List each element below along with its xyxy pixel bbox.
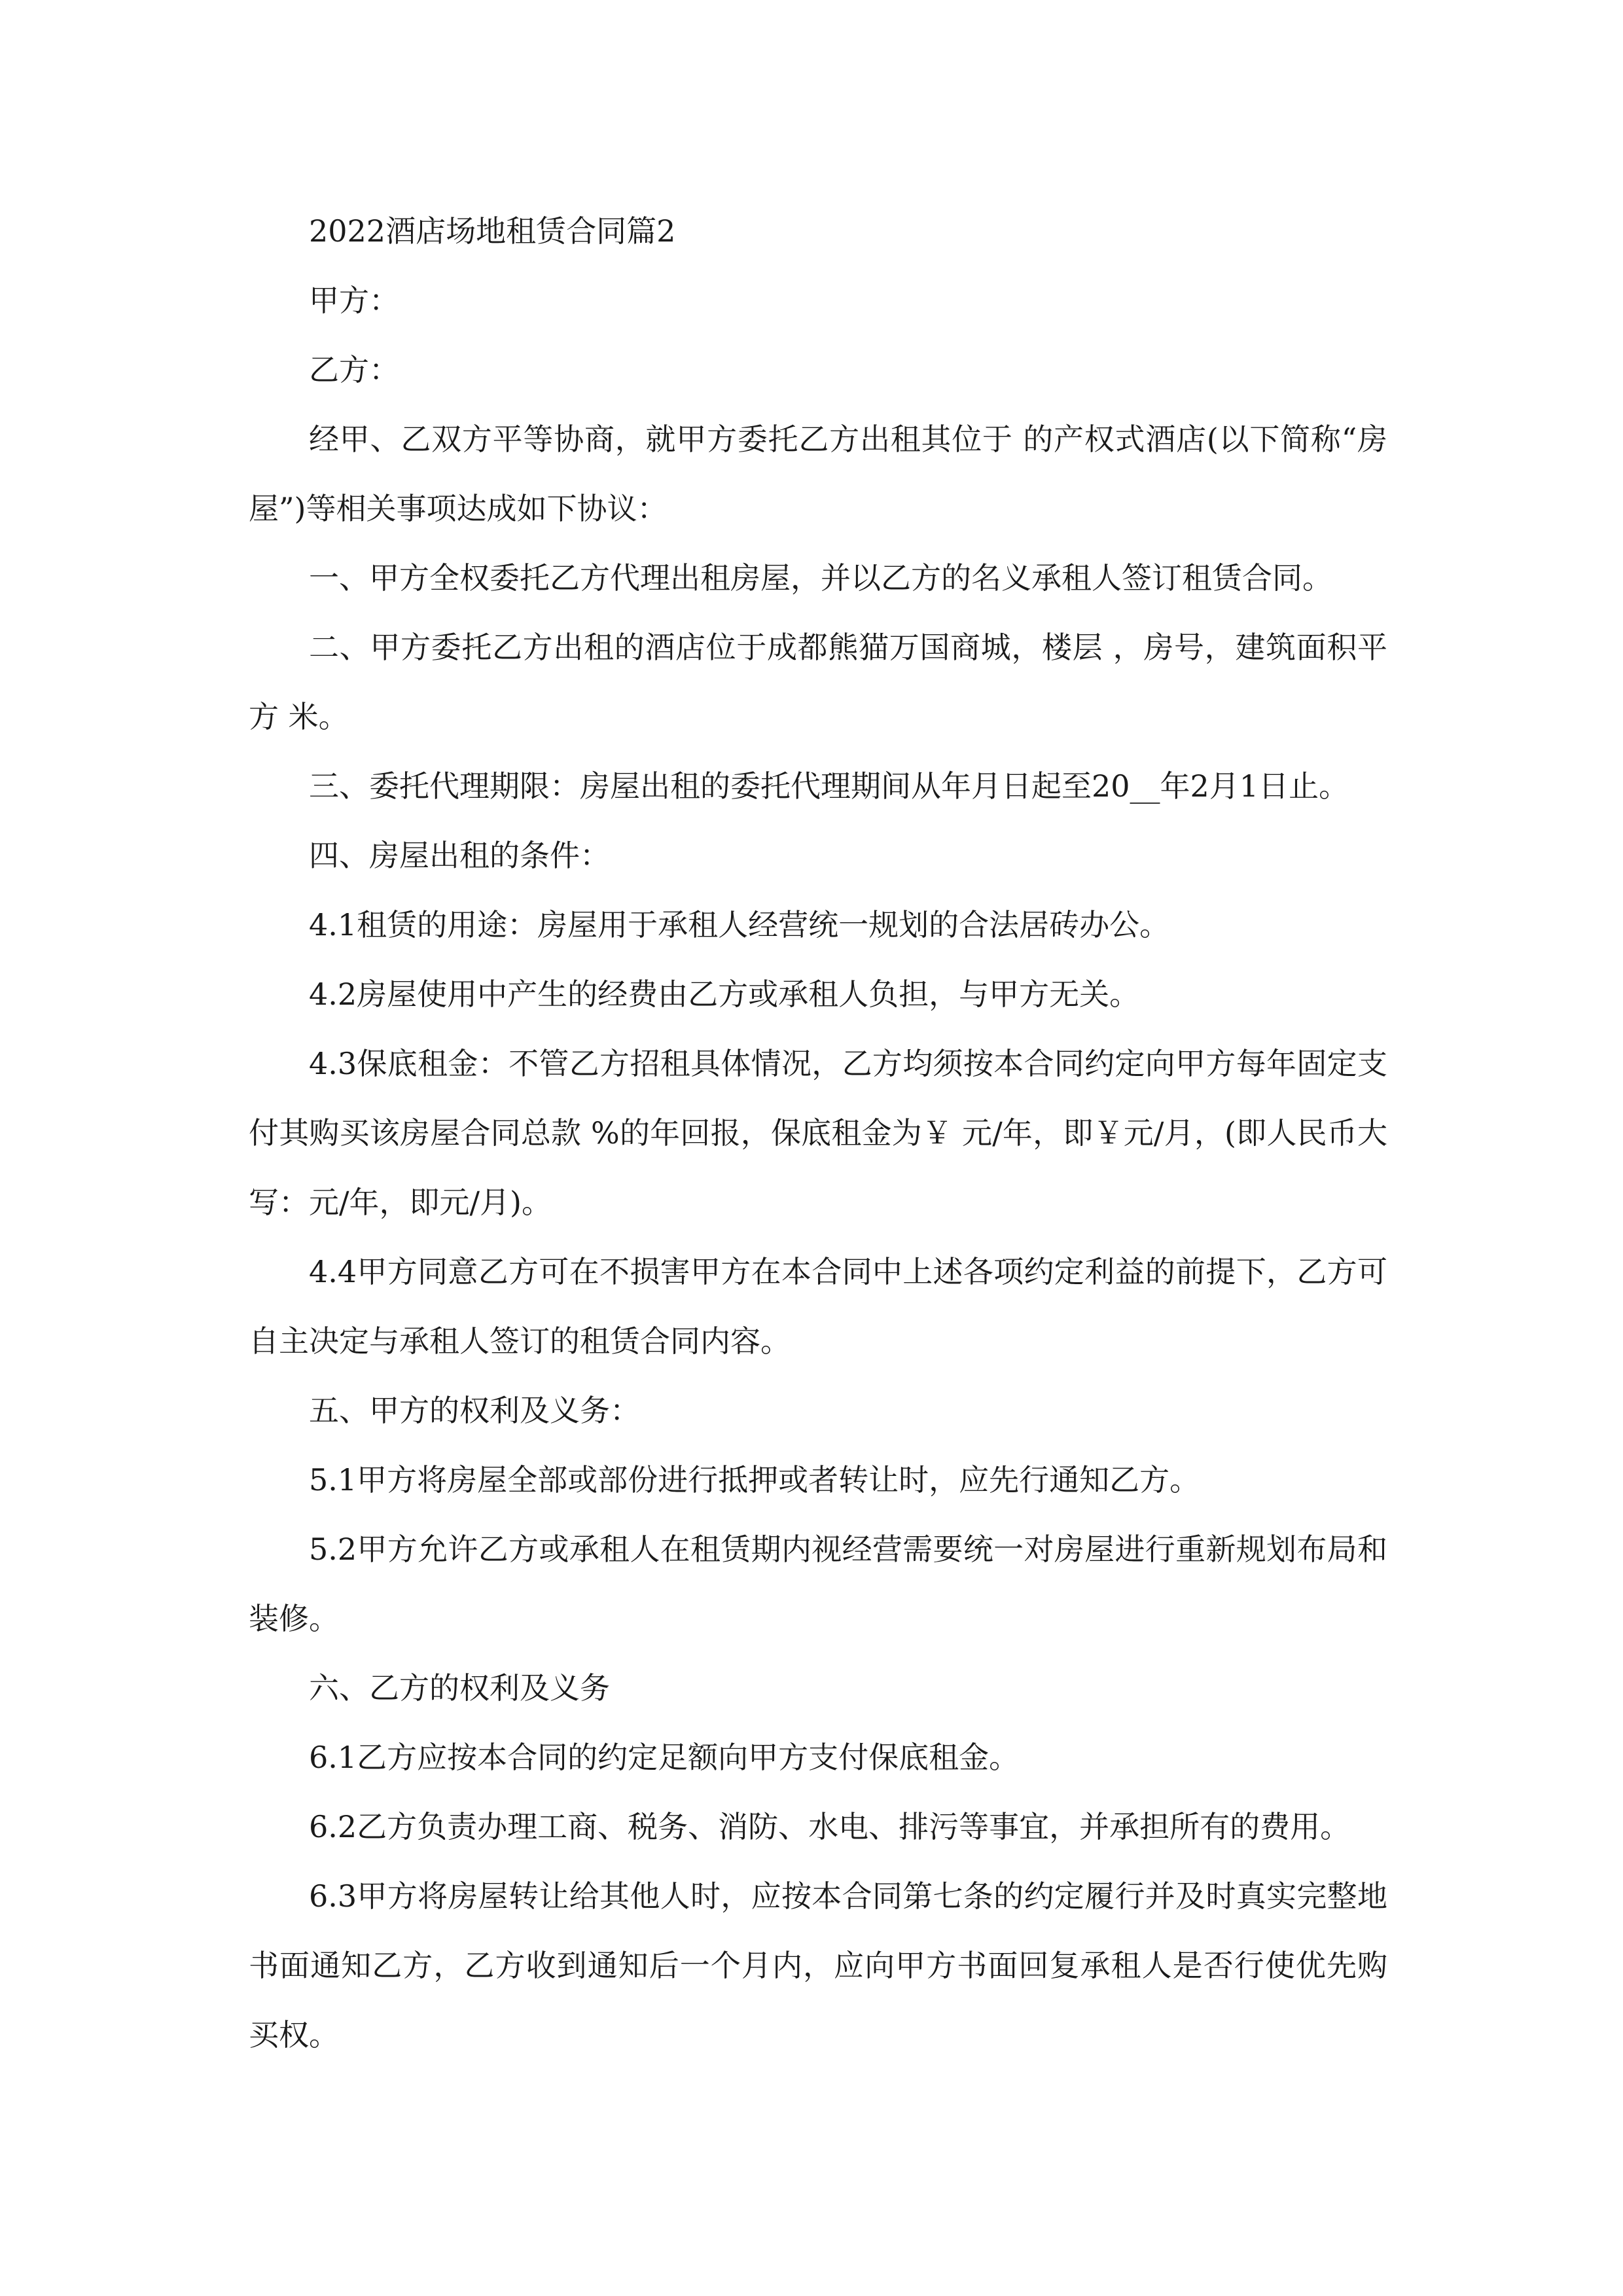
document-body (249, 196, 1387, 2070)
clause-4-1: 4.1租赁的用途：房屋用于承租人经营统一规划的合法居砖办公。 (309, 907, 1170, 942)
clause-5-1: 5.1甲方将房屋全部或部份进行抵押或者转让时，应先行通知乙方。 (309, 1462, 1200, 1498)
clause-4-3: 4.3保底租金：不管乙方招租具体情况，乙方均须按本合同约定向甲方每年固定支付其购买该房屋合同总款 %的年回报，保底租金为￥ 元/年，即￥元/月，(即人民币大写：元/年，即元/月)。 (249, 1046, 1387, 1220)
clause-6-1: 6.1乙方应按本合同的约定足额向甲方支付保底租金。 (309, 1740, 1020, 1775)
document-title: 2022酒店场地租赁合同篇2 (309, 213, 676, 249)
section-4-heading: 四、房屋出租的条件： (309, 838, 610, 873)
clause-1: 一、甲方全权委托乙方代理出租房屋，并以乙方的名义承租人签订租赁合同。 (309, 560, 1332, 596)
preamble-paragraph: 经甲、乙双方平等协商，就甲方委托乙方出租其位于 的产权式酒店(以下简称“房屋”)等相关事项达成如下协议： (249, 422, 1387, 526)
party-b-line: 乙方： (309, 352, 399, 387)
clause-6-2: 6.2乙方负责办理工商、税务、消防、水电、排污等事宜，并承担所有的费用。 (309, 1809, 1351, 1844)
section-6-heading: 六、乙方的权利及义务 (309, 1670, 610, 1706)
section-5-heading: 五、甲方的权利及义务： (309, 1393, 640, 1428)
clause-4-2: 4.2房屋使用中产生的经费由乙方或承租人负担，与甲方无关。 (309, 977, 1140, 1012)
clause-5-2: 5.2甲方允许乙方或承租人在租赁期内视经营需要统一对房屋进行重新规划布局和装修。 (249, 1532, 1387, 1636)
clause-3: 三、委托代理期限：房屋出租的委托代理期间从年月日起至20__年2月1日止。 (309, 768, 1349, 804)
clause-2: 二、甲方委托乙方出租的酒店位于成都熊猫万国商城，楼层 ，房号，建筑面积平方 米。 (249, 630, 1387, 734)
party-a-line: 甲方： (309, 283, 399, 318)
clause-6-3: 6.3甲方将房屋转让给其他人时，应按本合同第七条的约定履行并及时真实完整地书面通知乙方，乙方收到通知后一个月内，应向甲方书面回复承租人是否行使优先购买权。 (249, 1878, 1387, 2053)
clause-4-4: 4.4甲方同意乙方可在不损害甲方在本合同中上述各项约定利益的前提下，乙方可自主决定与承租人签订的租赁合同内容。 (249, 1254, 1387, 1359)
